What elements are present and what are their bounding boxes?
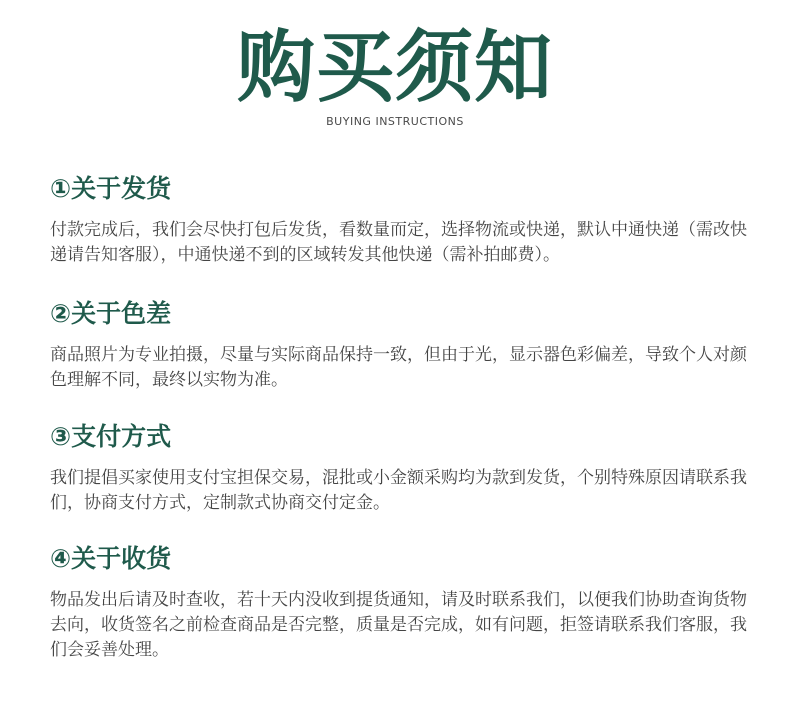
section-body-color-difference: 商品照片为专业拍摄，尽量与实际商品保持一致，但由于光，显示器色彩偏差，导致个人对颜色理解不同，最终以实物为准。 [50,345,747,390]
section-shipping [50,172,750,268]
section-heading-shipping: ①关于发货 [50,174,172,203]
page-title: 购买须知 [236,23,553,113]
section-heading-receiving: ④关于收货 [50,544,172,573]
section-payment-method [50,420,750,516]
page-subtitle: BUYING INSTRUCTIONS [326,115,464,128]
section-body-shipping: 付款完成后，我们会尽快打包后发货，看数量而定，选择物流或快递，默认中通快递（需改快递请告知客服），中通快递不到的区域转发其他快递（需补拍邮费）。 [50,220,747,265]
section-color-difference [50,297,750,393]
section-heading-color-difference: ②关于色差 [50,299,172,328]
section-heading-payment-method: ③支付方式 [50,422,172,451]
section-body-receiving: 物品发出后请及时查收，若十天内没收到提货通知，请及时联系我们，以便我们协助查询货物去向，收货签名之前检查商品是否完整，质量是否完成，如有问题，拒签请联系我们客服，我们会妥善处理。 [50,590,747,660]
section-receiving [50,542,750,663]
section-body-payment-method: 我们提倡买家使用支付宝担保交易，混批或小金额采购均为款到发货，个别特殊原因请联系我们，协商支付方式，定制款式协商交付定金。 [50,468,747,513]
